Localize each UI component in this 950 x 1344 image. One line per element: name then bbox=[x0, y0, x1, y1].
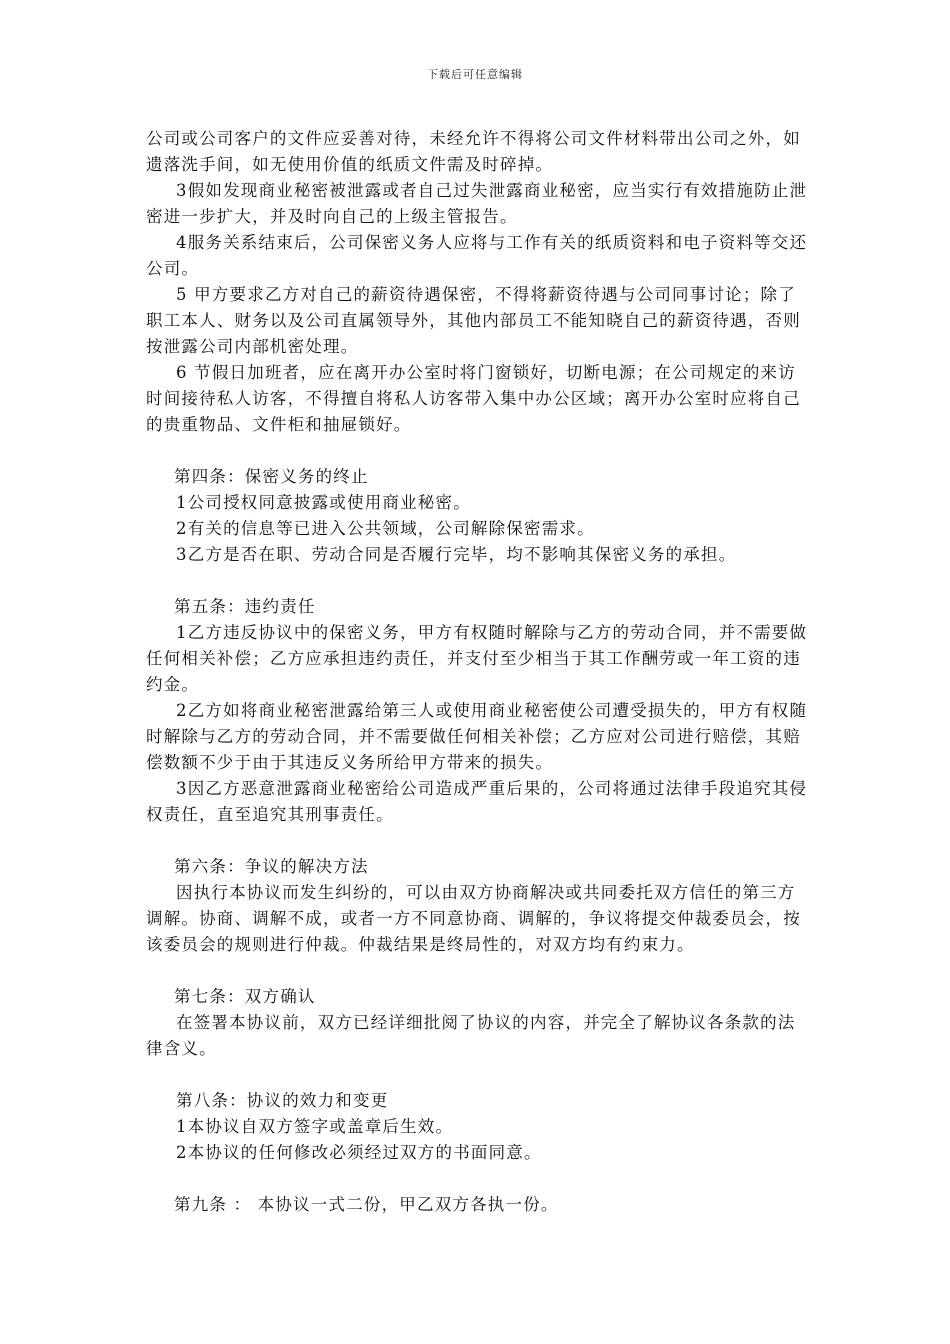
spacer bbox=[146, 1166, 811, 1192]
spacer bbox=[146, 828, 811, 854]
spacer bbox=[146, 568, 811, 594]
paragraph: 3因乙方恶意泄露商业秘密给公司造成严重后果的，公司将通过法律手段追究其侵权责任，直至追究其刑事责任。 bbox=[146, 779, 808, 824]
list-item: 2本协议的任何修改必须经过双方的书面同意。 bbox=[176, 1143, 542, 1162]
paragraph: 3假如发现商业秘密被泄露或者自己过失泄露商业秘密，应当实行有效措施防止泄密进一步扩大，并及时向自己的上级主管报告。 bbox=[146, 181, 808, 226]
spacer bbox=[146, 1062, 811, 1088]
paragraph: 6 节假日加班者，应在离开办公室时将门窗锁好，切断电源；在公司规定的来访时间接待私人访客，不得擅自将私人访客带入集中办公区域；离开办公室时应将自己的贵重物品、文件柜和抽屉锁好。 bbox=[146, 363, 801, 434]
paragraph: 1乙方违反协议中的保密义务，甲方有权随时解除与乙方的劳动合同，并不需要做任何相关补偿；乙方应承担违约责任，并支付至少相当于其工作酬劳或一年工资的违约金。 bbox=[146, 623, 808, 694]
section-heading: 第四条：保密义务的终止 bbox=[174, 467, 369, 486]
paragraph: 4服务关系结束后，公司保密义务人应将与工作有关的纸质资料和电子资料等交还公司。 bbox=[146, 233, 808, 278]
paragraph: 在签署本协议前，双方已经详细批阅了协议的内容，并完全了解协议各条款的法律含义。 bbox=[146, 1013, 796, 1058]
section-heading: 第七条：双方确认 bbox=[174, 987, 316, 1006]
list-item: 1公司授权同意披露或使用商业秘密。 bbox=[176, 493, 471, 512]
list-item: 1本协议自双方签字或盖章后生效。 bbox=[176, 1117, 454, 1136]
spacer bbox=[146, 438, 811, 464]
paragraph: 2乙方如将商业秘密泄露给第三人或使用商业秘密使公司遭受损失的，甲方有权随时解除与乙方的劳动合同，并不需要做任何相关补偿；乙方应对公司进行赔偿，其赔偿数额不少于由于其违反义务所给甲方带来的损失。 bbox=[146, 701, 808, 772]
list-item: 2有关的信息等已进入公共领域，公司解除保密需求。 bbox=[176, 519, 595, 538]
section-heading: 第八条：协议的效力和变更 bbox=[176, 1091, 389, 1110]
paragraph: 因执行本协议而发生纠纷的，可以由双方协商解决或共同委托双方信任的第三方调解。协商、调解不成，或者一方不同意协商、调解的，争议将提交仲裁委员会，按该委员会的规则进行仲裁。仲裁结果是终局性的，对双方均有约束力。 bbox=[146, 883, 801, 954]
section-heading: 第五条：违约责任 bbox=[174, 597, 316, 616]
document-body bbox=[146, 126, 811, 1218]
paragraph: 5 甲方要求乙方对自己的薪资待遇保密，不得将薪资待遇与公司同事讨论；除了职工本人、财务以及公司直属领导外，其他内部员工不能知晓自己的薪资待遇，否则按泄露公司内部机密处理。 bbox=[146, 285, 801, 356]
paragraph: 公司或公司客户的文件应妥善对待，未经允许不得将公司文件材料带出公司之外，如遗落洗手间，如无使用价值的纸质文件需及时碎掉。 bbox=[146, 129, 801, 174]
section-heading: 第六条：争议的解决方法 bbox=[174, 857, 369, 876]
page-header: 下载后可任意编辑 bbox=[427, 68, 523, 81]
section-heading: 第九条 ： 本协议一式二份，甲乙双方各执一份。 bbox=[174, 1195, 559, 1214]
spacer bbox=[146, 958, 811, 984]
list-item: 3乙方是否在职、劳动合同是否履行完毕，均不影响其保密义务的承担。 bbox=[176, 545, 737, 564]
